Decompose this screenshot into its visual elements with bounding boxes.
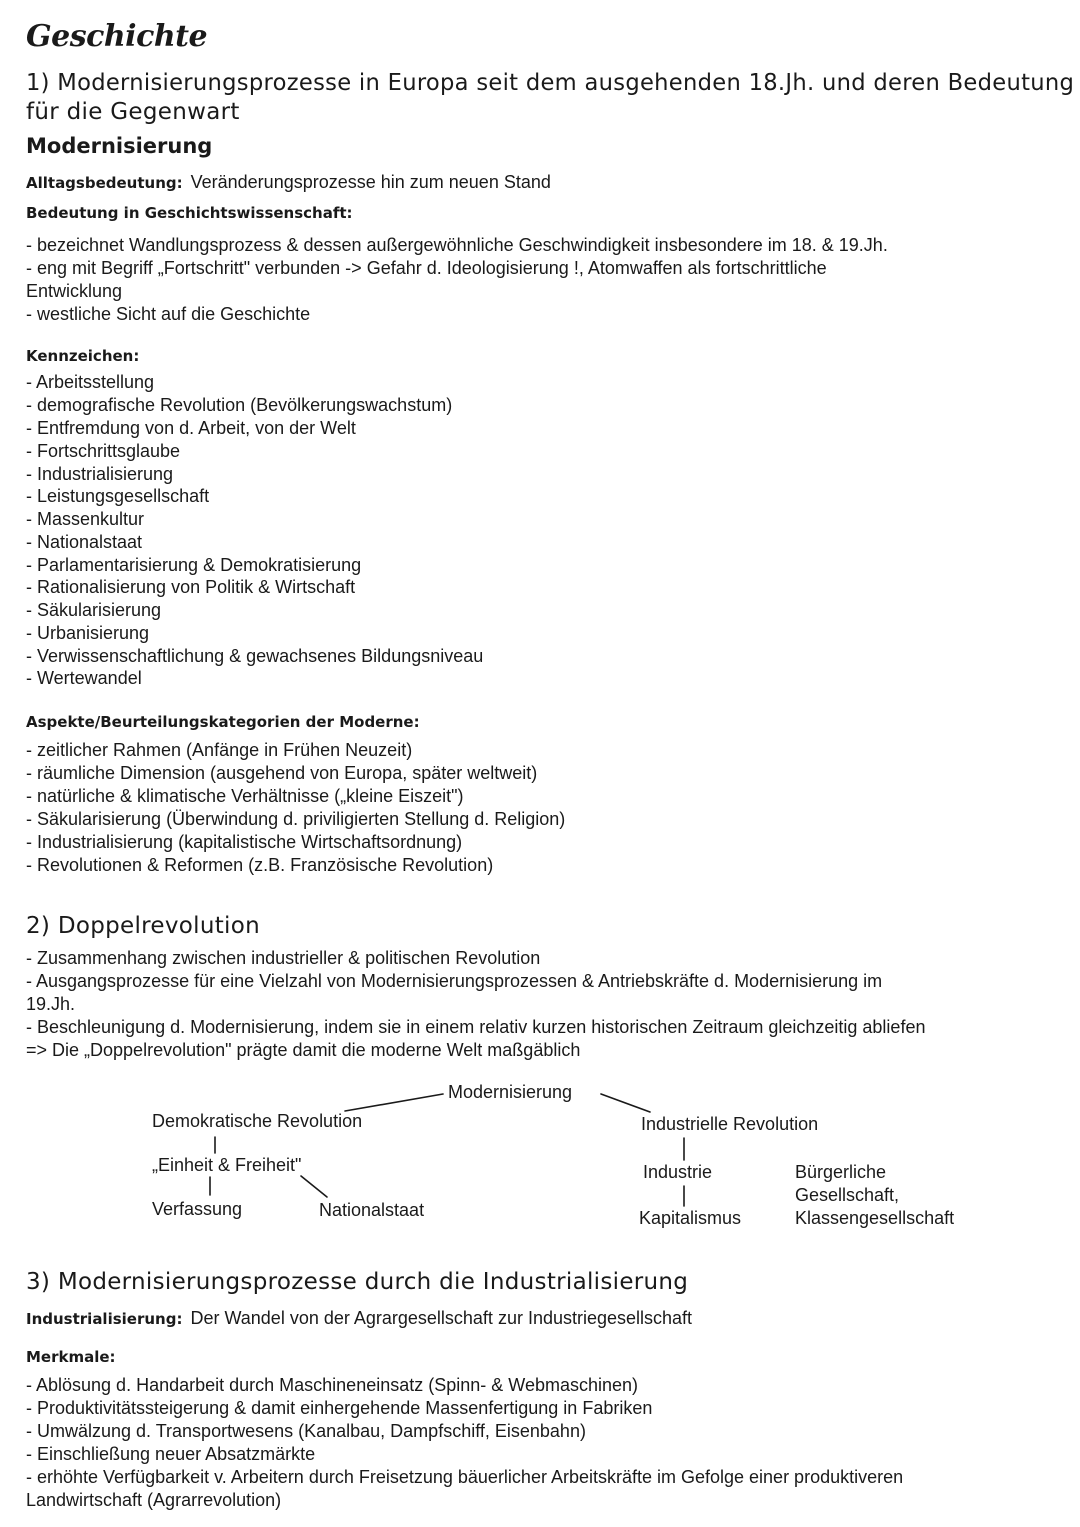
section-1-heading-line-2: für die Gegenwart xyxy=(26,99,240,125)
modernisierung-subheading: Modernisierung xyxy=(26,134,213,158)
merkmale-label: Merkmale: xyxy=(26,1348,116,1366)
section-2-heading: 2) Doppelrevolution xyxy=(26,913,260,939)
merkmale-item: Landwirtschaft (Agrarrevolution) xyxy=(26,1490,282,1510)
aspekte-item: - natürliche & klimatische Verhältnisse („kleine Eiszeit") xyxy=(26,786,464,806)
bedeutung-item: - bezeichnet Wandlungsprozess & dessen außergewöhnliche Geschwindigkeit insbesondere im 18. & 19.Jh. xyxy=(26,235,888,255)
diagram-nationalstaat: Nationalstaat xyxy=(319,1200,425,1220)
aspekte-item: - Revolutionen & Reformen (z.B. Französische Revolution) xyxy=(26,855,494,875)
diagram-root-modernisierung: Modernisierung xyxy=(448,1082,573,1102)
merkmale-item: - Ablösung d. Handarbeit durch Maschineneinsatz (Spinn- & Webmaschinen) xyxy=(26,1375,638,1395)
kennzeichen-item: - Säkularisierung xyxy=(26,600,162,620)
bedeutung-label: Bedeutung in Geschichtswissenschaft: xyxy=(26,204,353,222)
page-title: Geschichte xyxy=(26,19,208,54)
diagram-industrie: Industrie xyxy=(643,1162,713,1182)
kennzeichen-item: - Entfremdung von d. Arbeit, von der Welt xyxy=(26,418,356,438)
kennzeichen-item: - Nationalstaat xyxy=(26,532,143,552)
diagram-demokratische-revolution: Demokratische Revolution xyxy=(152,1111,363,1131)
merkmale-item: - erhöhte Verfügbarkeit v. Arbeitern durch Freisetzung bäuerlicher Arbeitskräfte im Gefolge einer produktiveren xyxy=(26,1467,904,1487)
diagram-verfassung: Verfassung xyxy=(152,1199,243,1219)
alltagsbedeutung-text: Veränderungsprozesse hin zum neuen Stand xyxy=(190,172,551,192)
merkmale-item: - Produktivitätssteigerung & damit einhergehende Massenfertigung in Fabriken xyxy=(26,1398,653,1418)
doppelrevolution-item: 19.Jh. xyxy=(26,994,76,1014)
kennzeichen-item: - Urbanisierung xyxy=(26,623,150,643)
aspekte-item: - Säkularisierung (Überwindung d. priviligierten Stellung d. Religion) xyxy=(26,809,566,829)
kennzeichen-item: - Leistungsgesellschaft xyxy=(26,486,210,506)
kennzeichen-item: - Verwissenschaftlichung & gewachsenes Bildungsniveau xyxy=(26,646,484,666)
aspekte-item: - zeitlicher Rahmen (Anfänge in Frühen Neuzeit) xyxy=(26,740,413,760)
connector-line xyxy=(301,1176,327,1197)
bedeutung-item: - eng mit Begriff „Fortschritt" verbunden -> Gefahr d. Ideologisierung !, Atomwaffen als fortschrittliche xyxy=(26,258,827,278)
kennzeichen-item: - Rationalisierung von Politik & Wirtschaft xyxy=(26,577,356,597)
kennzeichen-label: Kennzeichen: xyxy=(26,347,140,365)
section-1-heading-line-1: 1) Modernisierungsprozesse in Europa seit dem ausgehenden 18.Jh. und deren Bedeutung xyxy=(26,70,1075,96)
doppelrevolution-item: - Zusammenhang zwischen industrieller & politischen Revolution xyxy=(26,948,541,968)
industrialisierung-definition-line xyxy=(26,1308,692,1329)
kennzeichen-item: - Wertewandel xyxy=(26,668,142,688)
kennzeichen-item: - demografische Revolution (Bevölkerungswachstum) xyxy=(26,395,453,415)
diagram-kapitalismus: Kapitalismus xyxy=(639,1208,742,1228)
bedeutung-item: Entwicklung xyxy=(26,281,123,301)
diagram-einheit-freiheit: „Einheit & Freiheit" xyxy=(152,1155,302,1175)
aspekte-item: - Industrialisierung (kapitalistische Wirtschaftsordnung) xyxy=(26,832,463,852)
industrialisierung-definition: Der Wandel von der Agrargesellschaft zur Industriegesellschaft xyxy=(190,1308,693,1328)
merkmale-item: - Einschließung neuer Absatzmärkte xyxy=(26,1444,316,1464)
merkmale-item: - Umwälzung d. Transportwesens (Kanalbau, Dampfschiff, Eisenbahn) xyxy=(26,1421,586,1441)
doppelrevolution-item: - Beschleunigung d. Modernisierung, indem sie in einem relativ kurzen historischen Zeitraum gleichzeitig abliefen xyxy=(26,1017,926,1037)
diagram-gesellschaft: Gesellschaft, xyxy=(795,1185,900,1205)
doppelrevolution-item: - Ausgangsprozesse für eine Vielzahl von Modernisierungsprozessen & Antriebskräfte d. Modernisierung im xyxy=(26,971,883,991)
diagram-klassengesellschaft: Klassengesellschaft xyxy=(795,1208,955,1228)
section-3-heading: 3) Modernisierungsprozesse durch die Industrialisierung xyxy=(26,1269,689,1295)
industrialisierung-label: Industrialisierung: xyxy=(26,1310,183,1328)
bedeutung-item: - westliche Sicht auf die Geschichte xyxy=(26,304,311,324)
aspekte-label: Aspekte/Beurteilungskategorien der Moderne: xyxy=(26,713,420,731)
aspekte-item: - räumliche Dimension (ausgehend von Europa, später weltweit) xyxy=(26,763,538,783)
kennzeichen-item: - Industrialisierung xyxy=(26,464,174,484)
connector-line xyxy=(345,1094,443,1111)
connector-line xyxy=(601,1094,650,1112)
diagram-industrielle-revolution: Industrielle Revolution xyxy=(641,1114,819,1134)
kennzeichen-item: - Arbeitsstellung xyxy=(26,372,155,392)
doppelrevolution-item: => Die „Doppelrevolution" prägte damit die moderne Welt maßgäblich xyxy=(26,1040,581,1060)
kennzeichen-item: - Massenkultur xyxy=(26,509,145,529)
alltagsbedeutung-label: Alltagsbedeutung: xyxy=(26,174,183,192)
diagram-buergerliche: Bürgerliche xyxy=(795,1162,887,1182)
kennzeichen-item: - Fortschrittsglaube xyxy=(26,441,181,461)
alltagsbedeutung-line xyxy=(26,172,551,193)
kennzeichen-item: - Parlamentarisierung & Demokratisierung xyxy=(26,555,362,575)
